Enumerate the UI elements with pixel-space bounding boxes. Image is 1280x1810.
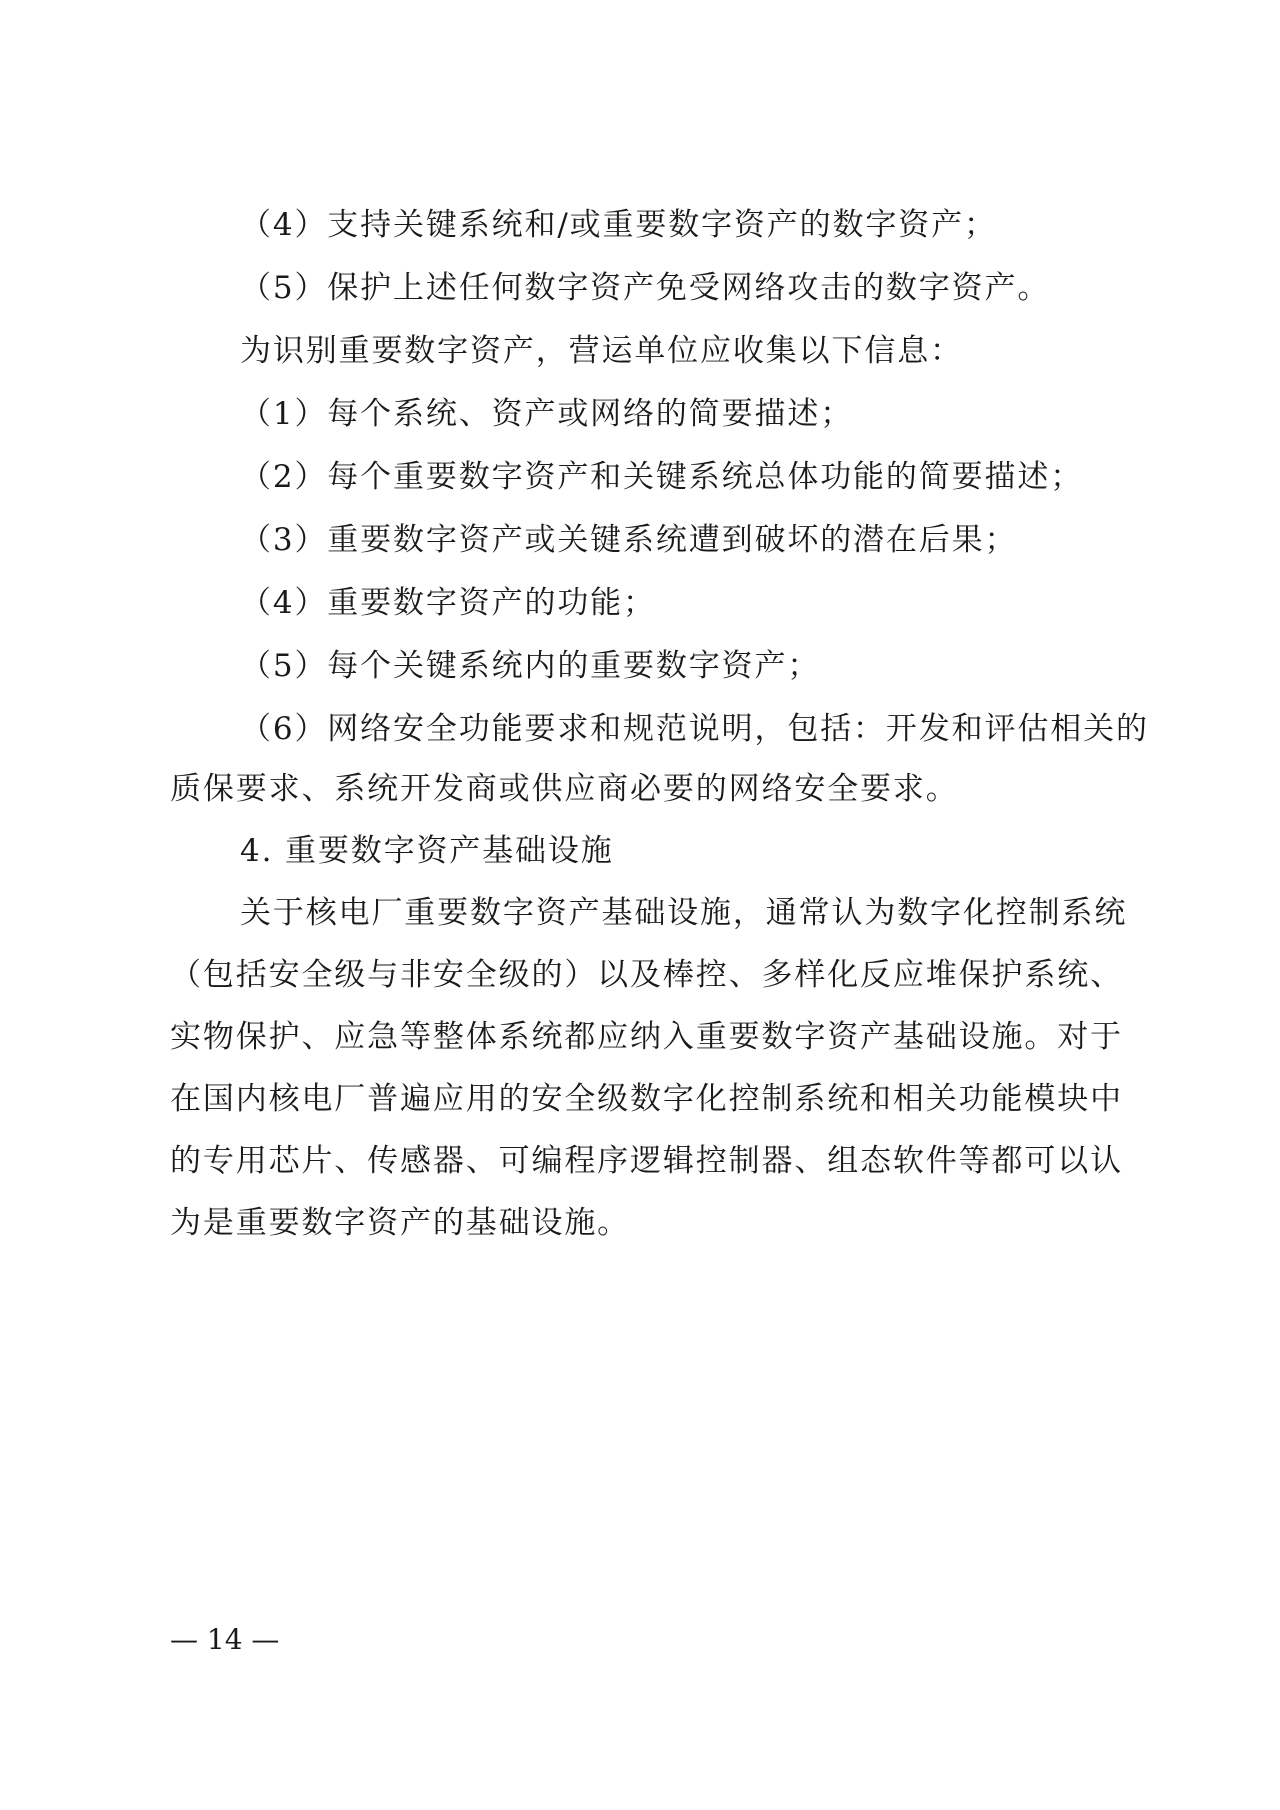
- list-item: （4）支持关键系统和/或重要数字资产的数字资产；: [240, 207, 997, 243]
- paragraph-line: 为是重要数字资产的基础设施。: [170, 1205, 631, 1241]
- list-item: （4）重要数字资产的功能；: [240, 585, 656, 621]
- paragraph-line: 实物保护、应急等整体系统都应纳入重要数字资产基础设施。对于: [170, 1019, 1123, 1055]
- paragraph-line: 的专用芯片、传感器、可编程序逻辑控制器、组态软件等都可以认: [170, 1143, 1123, 1179]
- paragraph: 关于核电厂重要数字资产基础设施，通常认为数字化控制系统: [240, 895, 1128, 931]
- paragraph: 为识别重要数字资产，营运单位应收集以下信息：: [240, 333, 963, 369]
- list-item: （5）每个关键系统内的重要数字资产；: [240, 648, 821, 684]
- list-item-continuation: 质保要求、系统开发商或供应商必要的网络安全要求。: [170, 771, 959, 807]
- page-number: — 14 —: [170, 1623, 280, 1656]
- section-heading: 4. 重要数字资产基础设施: [240, 833, 614, 869]
- list-item: （3）重要数字资产或关键系统遭到破坏的潜在后果；: [240, 522, 1018, 558]
- paragraph-line: 在国内核电厂普遍应用的安全级数字化控制系统和相关功能模块中: [170, 1081, 1123, 1117]
- list-item: （1）每个系统、资产或网络的简要描述；: [240, 396, 854, 432]
- list-item: （2）每个重要数字资产和关键系统总体功能的简要描述；: [240, 459, 1084, 495]
- paragraph-line: （包括安全级与非安全级的）以及棒控、多样化反应堆保护系统、: [170, 957, 1123, 993]
- list-item: （6）网络安全功能要求和规范说明，包括：开发和评估相关的: [240, 711, 1149, 747]
- list-item: （5）保护上述任何数字资产免受网络攻击的数字资产。: [240, 270, 1051, 306]
